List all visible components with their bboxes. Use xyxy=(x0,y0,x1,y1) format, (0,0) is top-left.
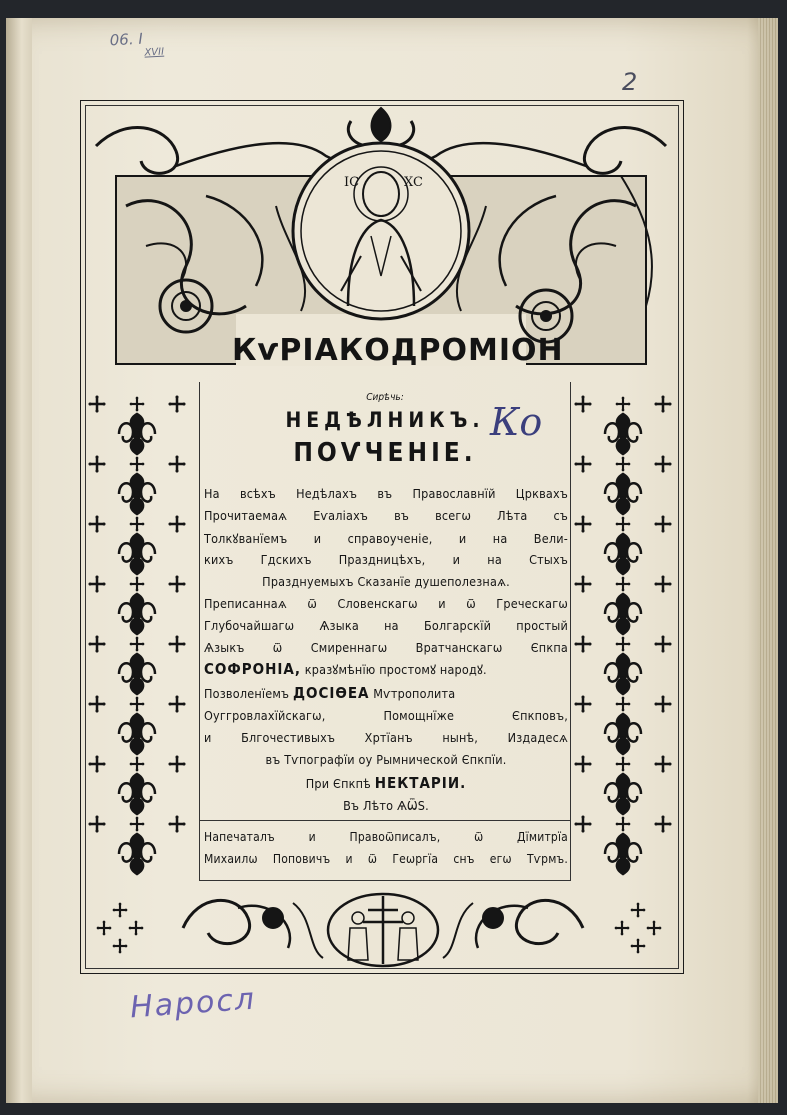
cross-ornament xyxy=(631,903,646,918)
cross-ornament xyxy=(168,695,185,712)
wallachia-line: Оуггровлахїйскагѡ, Помощнїже Єпкповъ, xyxy=(204,708,568,723)
cross-ornament xyxy=(97,921,112,936)
subtitle-nedelnik: НЕДѢЛНИКЪ. xyxy=(285,408,485,432)
fleuron-ornament xyxy=(119,774,155,814)
cross-ornament xyxy=(88,455,105,472)
cross-ornament xyxy=(88,635,105,652)
fleuron-ornament xyxy=(605,774,641,814)
cross-ornament xyxy=(574,455,591,472)
cross-cluster-right xyxy=(610,898,666,958)
page-edges xyxy=(758,18,778,1103)
cross-ornament xyxy=(616,457,631,472)
cross-ornament xyxy=(88,575,105,592)
fleuron-ornament xyxy=(605,534,641,574)
cross-ornament xyxy=(88,395,105,412)
cross-ornament xyxy=(574,815,591,832)
permission-suffix: Мѵтрополита xyxy=(373,686,456,701)
cross-ornament xyxy=(654,815,671,832)
cross-ornament xyxy=(113,939,128,954)
cross-ornament xyxy=(88,815,105,832)
fleuron-ornament xyxy=(119,474,155,514)
cross-ornament xyxy=(130,457,145,472)
fleuron-ornament xyxy=(605,474,641,514)
shelfmark-sub: XVII xyxy=(144,46,165,59)
typography-line: въ Тѵпографїи оу Рымнической Єпкпїи. xyxy=(265,752,507,767)
cross-ornament xyxy=(130,517,145,532)
fleuron-ornament xyxy=(605,654,641,694)
right-ornaments xyxy=(568,386,678,876)
cross-ornament xyxy=(129,921,144,936)
body-line-8: Ѧзыкъ ѿ Смиреннагѡ Вратчанскагѡ Єпкпа xyxy=(204,640,568,655)
body-line-7: Глубочайшагѡ Ѧзыка на Болгарскїй простый xyxy=(204,618,568,633)
fleuron-ornament xyxy=(119,534,155,574)
cross-ornament xyxy=(616,517,631,532)
cross-ornament xyxy=(616,757,631,772)
bishop-line xyxy=(204,774,568,792)
body-line-2: Прочитаемаѧ Еѵаліахъ въ всегѡ Лѣта съ xyxy=(204,508,568,523)
bishop-prefix: При Єпкпѣ xyxy=(305,776,371,791)
year-line: Въ Лѣто ѦѾЅ. xyxy=(343,798,429,813)
handwritten-note: Ко xyxy=(490,400,543,444)
cross-ornament xyxy=(88,695,105,712)
fleuron-ornament xyxy=(119,834,155,874)
permission-prefix: Позволенїемъ xyxy=(204,686,290,701)
left-ornament-column xyxy=(82,386,192,876)
printers-line-1: Напечаталъ и Правоѿписалъ, ѿ Дїмитрїа xyxy=(204,830,568,844)
cross-ornament xyxy=(168,815,185,832)
author-name: СОФРОНІА, xyxy=(204,660,301,678)
cross-ornament xyxy=(130,757,145,772)
imprint-rule xyxy=(200,820,570,821)
cross-ornament xyxy=(654,635,671,652)
author-line xyxy=(204,660,568,678)
shelfmark-annotation xyxy=(109,29,164,61)
subtitle-pouchenie: ПОѴЧЕНІЕ. xyxy=(293,438,477,468)
book-spine xyxy=(6,18,32,1103)
book-title: КѵРІАКОДРОМІОН xyxy=(232,333,564,368)
cross-ornament xyxy=(616,817,631,832)
author-suffix: кразꙋмѣнїю простомꙋ народꙋ. xyxy=(304,662,487,677)
fleuron-ornament xyxy=(605,714,641,754)
cross-ornament-right xyxy=(610,898,666,958)
fleuron-ornament xyxy=(119,714,155,754)
svg-text:IC: IC xyxy=(344,175,360,190)
cross-ornament xyxy=(654,455,671,472)
cross-ornament xyxy=(574,395,591,412)
cross-ornament xyxy=(616,577,631,592)
cross-ornament xyxy=(88,755,105,772)
bishop-name: НЕКТАРІИ. xyxy=(374,774,467,792)
cross-ornament xyxy=(168,635,185,652)
body-line-3: Толкꙋванїемъ и справоученіе, и на Вели- xyxy=(204,531,568,546)
tailpiece-woodcut xyxy=(178,888,588,968)
printers-line-2: Михаилѡ Поповичъ и ѿ Геѡргїа снъ егѡ Тѵрмъ. xyxy=(204,852,568,866)
headpiece-woodcut xyxy=(86,106,676,366)
cross-ornament xyxy=(574,755,591,772)
subtitle-intro: Сирѣчь: xyxy=(366,392,404,403)
cross-ornament xyxy=(654,515,671,532)
folio-number: 2 xyxy=(622,68,638,96)
cross-ornament xyxy=(130,397,145,412)
cross-ornament xyxy=(654,755,671,772)
cross-ornament xyxy=(574,575,591,592)
body-line-5: Празднуемыхъ Сказанїе душеполезнаѧ. xyxy=(262,574,510,589)
headpiece-ornament xyxy=(86,106,676,366)
cross-ornament xyxy=(647,921,662,936)
cross-ornament xyxy=(168,575,185,592)
tailpiece-ornament xyxy=(178,888,588,968)
cross-ornament xyxy=(168,755,185,772)
library-stamp: Наросл xyxy=(128,981,258,1026)
cross-ornament xyxy=(616,697,631,712)
cross-ornament xyxy=(654,395,671,412)
cross-ornament xyxy=(654,695,671,712)
cross-ornament xyxy=(168,455,185,472)
cross-ornament xyxy=(574,515,591,532)
title-text-panel xyxy=(199,382,571,881)
title-block xyxy=(232,333,562,368)
cross-ornament xyxy=(88,515,105,532)
cross-ornament xyxy=(130,697,145,712)
cross-ornament xyxy=(130,577,145,592)
fleuron-ornament xyxy=(119,414,155,454)
body-line-6: Преписаннаѧ ѿ Словенскагѡ и ѿ Греческагѡ xyxy=(204,596,568,611)
christians-line: и Блгочестивыхъ Хртїанъ нынѣ, Издадесѧ xyxy=(204,730,568,745)
right-ornament-column xyxy=(568,386,678,876)
body-line-4: кихъ Гдскихъ Праздницѣхъ, и на Стыхъ xyxy=(204,552,568,567)
cross-ornament xyxy=(130,637,145,652)
left-ornaments xyxy=(82,386,192,876)
fleuron-ornament xyxy=(119,594,155,634)
cross-ornament-left xyxy=(92,898,148,958)
cross-ornament xyxy=(654,575,671,592)
cross-ornament xyxy=(616,397,631,412)
cross-ornament xyxy=(615,921,630,936)
permission-line xyxy=(204,684,568,702)
cross-ornament xyxy=(616,637,631,652)
fleuron-ornament xyxy=(605,594,641,634)
cross-ornament xyxy=(130,817,145,832)
cross-cluster-left xyxy=(92,898,148,958)
svg-text:XC: XC xyxy=(404,175,423,190)
cross-ornament xyxy=(168,395,185,412)
shelfmark-text: 06. I xyxy=(109,29,144,50)
cross-ornament xyxy=(168,515,185,532)
cross-ornament xyxy=(574,695,591,712)
fleuron-ornament xyxy=(605,834,641,874)
fleuron-ornament xyxy=(605,414,641,454)
body-line-1: На всѣхъ Недѣлахъ въ Православнїй Црквахъ xyxy=(204,486,568,501)
cross-ornament xyxy=(631,939,646,954)
fleuron-ornament xyxy=(119,654,155,694)
cross-ornament xyxy=(113,903,128,918)
cross-ornament xyxy=(574,635,591,652)
metropolitan-name: ДОСІѲЕА xyxy=(292,684,370,702)
